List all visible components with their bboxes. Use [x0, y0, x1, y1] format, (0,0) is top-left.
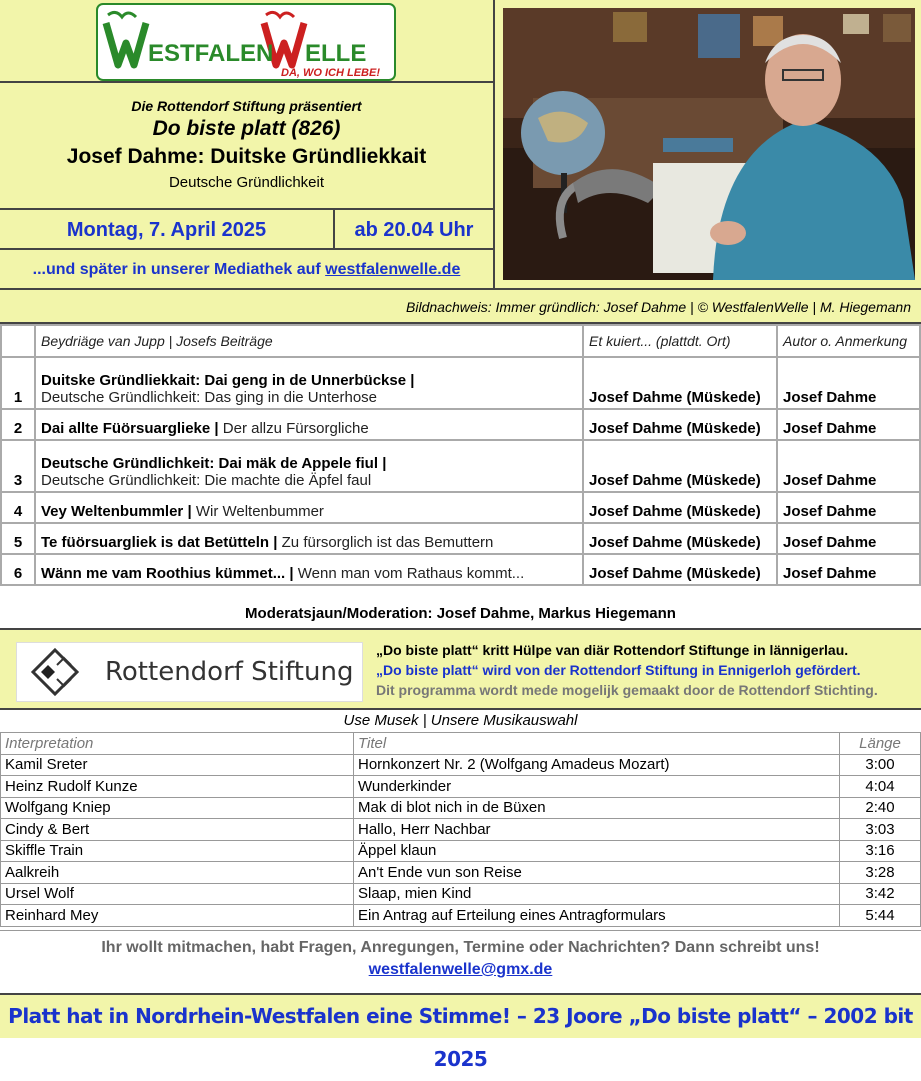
contact-block [0, 930, 921, 995]
contribution-title: Duitske Gründliekkait: Dai geng in de Unnerbückse [41, 372, 407, 389]
contribution-row [1, 440, 920, 492]
contribution-title-cell [35, 523, 583, 554]
speaker-cell: Josef Dahme (Müskede) [583, 409, 777, 440]
music-title: An't Ende vun son Reise [354, 862, 840, 884]
title-separator: | [378, 455, 387, 472]
contributions-header-row [1, 325, 920, 357]
svg-text:ELLE: ELLE [305, 40, 367, 67]
sponsor-line-german: „Do biste platt“ wird von der Rottendorf Stiftung in Ennigerloh gefördert. [376, 662, 861, 678]
sponsor-line-platt: „Do biste platt“ kritt Hülpe van diär Rottendorf Stiftunge in lännigerlau. [376, 642, 849, 658]
contribution-title: Deutsche Gründlichkeit: Dai mäk de Appele fiul [41, 455, 379, 472]
contribution-row [1, 357, 920, 409]
date-cell [0, 210, 335, 250]
speaker-cell: Josef Dahme (Müskede) [583, 440, 777, 492]
header-title: Titel [354, 733, 840, 755]
row-number: 4 [1, 492, 35, 523]
music-length: 3:16 [840, 840, 921, 862]
program-title-block [0, 83, 495, 210]
speaker-cell: Josef Dahme (Müskede) [583, 357, 777, 409]
music-length: 3:42 [840, 883, 921, 905]
header [0, 0, 921, 290]
contact-email-link[interactable]: westfalenwelle@gmx.de [368, 961, 553, 978]
episode-title: Josef Dahme: Duitske Gründliekkait [66, 145, 427, 168]
music-artist: Cindy & Bert [1, 819, 354, 841]
author-cell: Josef Dahme [777, 523, 920, 554]
music-row [1, 840, 921, 862]
music-artist: Reinhard Mey [1, 905, 354, 927]
contribution-translation: Wir Weltenbummer [195, 503, 324, 520]
music-row [1, 883, 921, 905]
svg-text:ESTFALEN: ESTFALEN [148, 40, 274, 67]
row-number: 2 [1, 409, 35, 440]
music-row [1, 754, 921, 776]
music-length: 3:00 [840, 754, 921, 776]
music-artist: Wolfgang Kniep [1, 797, 354, 819]
music-title: Hornkonzert Nr. 2 (Wolfgang Amadeus Mozart) [354, 754, 840, 776]
contribution-row [1, 492, 920, 523]
contribution-translation: Der allzu Fürsorgliche [222, 420, 369, 437]
rottendorf-logo [16, 642, 363, 702]
author-cell: Josef Dahme [777, 492, 920, 523]
music-artist: Kamil Sreter [1, 754, 354, 776]
music-row [1, 862, 921, 884]
mediathek-link[interactable]: westfalenwelle.de [325, 261, 461, 278]
title-separator: | [210, 420, 223, 437]
music-title: Wunderkinder [354, 776, 840, 798]
contribution-title: Te füörsuargliek is dat Betütteln [41, 534, 270, 551]
header-author: Autor o. Anmerkung [777, 325, 920, 357]
title-separator: | [269, 534, 282, 551]
contribution-title: Dai allte Füörsuarglieke [41, 420, 211, 437]
author-cell: Josef Dahme [777, 440, 920, 492]
header-speaker: Et kuiert... (plattdt. Ort) [583, 325, 777, 357]
speaker-cell: Josef Dahme (Müskede) [583, 492, 777, 523]
music-artist: Aalkreih [1, 862, 354, 884]
photo-credit: Bildnachweis: Immer gründlich: Josef Dahme | © WestfalenWelle | M. Hiegemann [0, 290, 921, 324]
contribution-title-cell [35, 409, 583, 440]
music-length: 2:40 [840, 797, 921, 819]
music-artist: Heinz Rudolf Kunze [1, 776, 354, 798]
header-length: Länge [840, 733, 921, 755]
contribution-title: Vey Weltenbummler [41, 503, 184, 520]
moderation-line: Moderatsjaun/Moderation: Josef Dahme, Markus Hiegemann [0, 598, 921, 630]
row-number: 5 [1, 523, 35, 554]
rottendorf-logo-text: Rottendorf Stiftung [105, 657, 354, 687]
presenter-line: Die Rottendorf Stiftung präsentiert [131, 98, 362, 114]
music-row [1, 797, 921, 819]
music-title: Äppel klaun [354, 840, 840, 862]
contribution-translation: Deutsche Gründlichkeit: Die machte die Äpfel faul [41, 472, 372, 489]
speaker-cell: Josef Dahme (Müskede) [583, 523, 777, 554]
contribution-title-cell [35, 554, 583, 585]
broadcast-time: ab 20.04 Uhr [354, 219, 474, 241]
contribution-title-cell [35, 440, 583, 492]
contribution-translation: Zu fürsorglich ist das Bemuttern [281, 534, 494, 551]
music-row [1, 819, 921, 841]
episode-subtitle: Deutsche Gründlichkeit [168, 174, 325, 191]
music-title: Slaap, mien Kind [354, 883, 840, 905]
contribution-translation: Deutsche Gründlichkeit: Das ging in die Unterhose [41, 389, 378, 406]
header-interpretation: Interpretation [1, 733, 354, 755]
music-length: 3:03 [840, 819, 921, 841]
music-length: 4:04 [840, 776, 921, 798]
sponsor-block [0, 630, 921, 710]
rottendorf-diamond-icon [30, 647, 80, 697]
speaker-cell: Josef Dahme (Müskede) [583, 554, 777, 585]
author-cell: Josef Dahme [777, 409, 920, 440]
series-title: Do biste platt (826) [152, 117, 341, 140]
westfalenwelle-logo [96, 3, 396, 81]
music-artist: Skiffle Train [1, 840, 354, 862]
music-artist: Ursel Wolf [1, 883, 354, 905]
photo-cell [495, 0, 921, 290]
music-row [1, 905, 921, 927]
music-section-title: Use Musek | Unsere Musikauswahl [343, 712, 578, 729]
contribution-row [1, 409, 920, 440]
author-cell: Josef Dahme [777, 357, 920, 409]
footer-banner: Platt hat in Nordrhein-Westfalen eine Stimme! – 23 Joore „Do biste platt“ – 2002 bit 2025 [0, 995, 921, 1038]
logo-cell [0, 0, 495, 83]
broadcast-date: Montag, 7. April 2025 [66, 219, 267, 241]
music-header-row [1, 733, 921, 755]
title-separator: | [406, 372, 415, 389]
header-num-cell [1, 325, 35, 357]
author-cell: Josef Dahme [777, 554, 920, 585]
contributions-table [0, 324, 921, 586]
sponsor-text [376, 640, 916, 700]
music-table [0, 732, 921, 927]
contribution-title-cell [35, 492, 583, 523]
music-length: 5:44 [840, 905, 921, 927]
row-number: 1 [1, 357, 35, 409]
row-number: 6 [1, 554, 35, 585]
sponsor-line-dutch: Dit programma wordt mede mogelijk gemaakt door de Rottendorf Stichting. [376, 682, 878, 698]
contribution-translation: Wenn man vom Rathaus kommt... [297, 565, 525, 582]
music-title: Ein Antrag auf Erteilung eines Antragformulars [354, 905, 840, 927]
contact-question: Ihr wollt mitmachen, habt Fragen, Anregungen, Termine oder Nachrichten? Dann schreibt uns! [101, 939, 820, 956]
contribution-row [1, 554, 920, 585]
contribution-title-cell [35, 357, 583, 409]
music-title: Mak di blot nich in de Büxen [354, 797, 840, 819]
mediathek-cell [0, 250, 495, 290]
contribution-title: Wänn me vam Roothius kümmet... [41, 565, 286, 582]
svg-text:DA, WO ICH LEBE!: DA, WO ICH LEBE! [281, 67, 380, 79]
music-length: 3:28 [840, 862, 921, 884]
mediathek-line: ...und später in unserer Mediathek auf westfalenwelle.de [32, 261, 461, 278]
title-separator: | [285, 565, 298, 582]
time-cell [335, 210, 495, 250]
music-title: Hallo, Herr Nachbar [354, 819, 840, 841]
portrait-photo [503, 8, 915, 280]
music-row [1, 776, 921, 798]
row-number: 3 [1, 440, 35, 492]
title-separator: | [183, 503, 196, 520]
contribution-row [1, 523, 920, 554]
header-contributions: Beydriäge van Jupp | Josefs Beiträge [35, 325, 583, 357]
